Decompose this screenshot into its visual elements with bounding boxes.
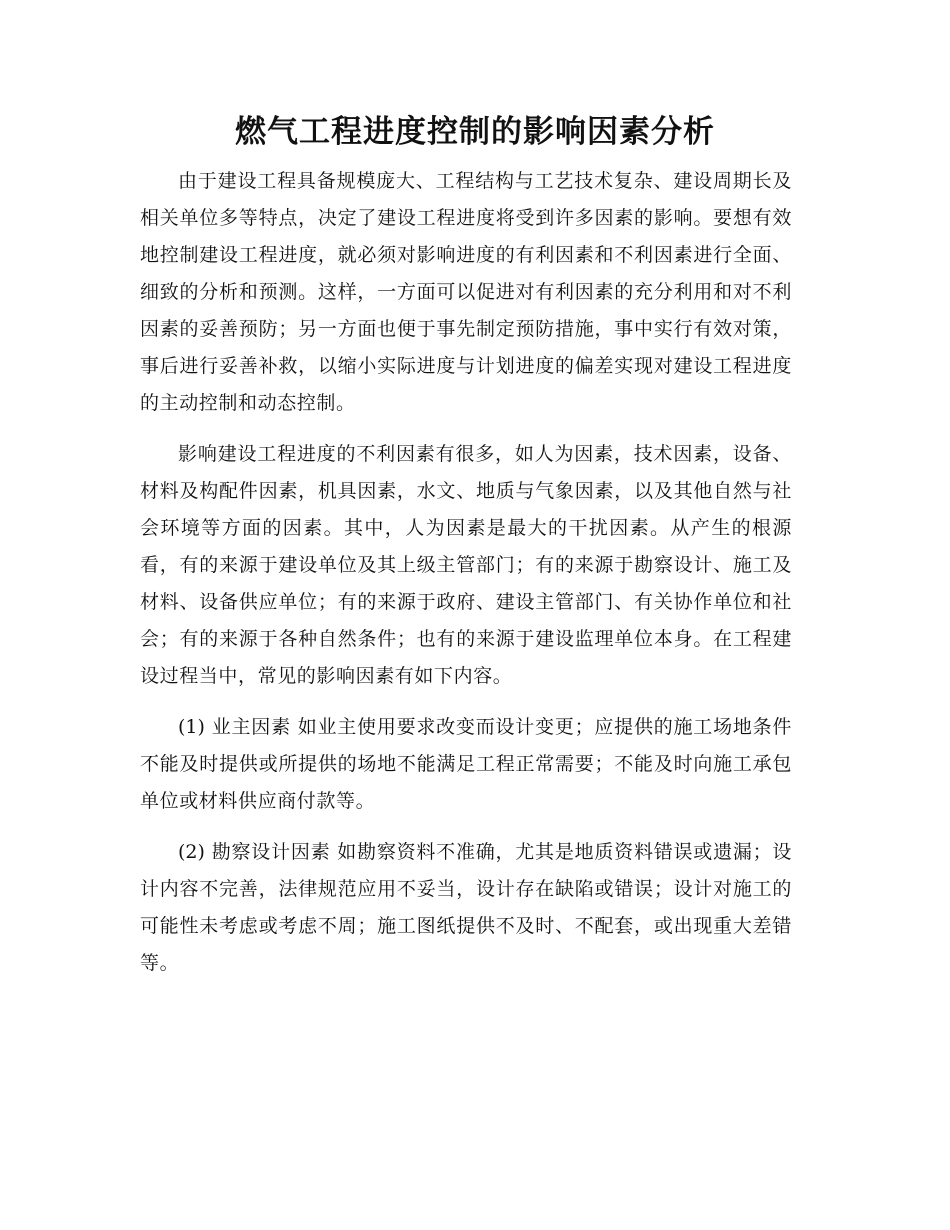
item-heading: 业主因素 (211, 716, 291, 738)
paragraph-intro: 由于建设工程具备规模庞大、工程结构与工艺技术复杂、建设周期长及相关单位多等特点，决定了建设工程进度将受到许多因素的影响。要想有效地控制建设工程进度，就必须对影响进度的有利因素和不利因素进行全面、细致的分析和预测。这样，一方面可以促进对有利因素的充分利用和对不利因素的妥善预防；另一方面也便于事先制定预防措施，事中实行有效对策，事后进行妥善补救，以缩小实际进度与计划进度的偏差实现对建设工程进度的主动控制和动态控制。 (140, 170, 792, 414)
item-text: 如业主使用要求改变而设计变更；应提供的施工场地条件不能及时提供或所提供的场地不能满足工程正常需要；不能及时向施工承包单位或材料供应商付款等。 (140, 716, 793, 812)
item-heading: 勘察设计因素 (211, 841, 331, 863)
document-body (140, 163, 792, 982)
item-number: (2) (178, 841, 205, 863)
paragraph-factors: 影响建设工程进度的不利因素有很多，如人为因素，技术因素，设备、材料及构配件因素，机具因素，水文、地质与气象因素，以及其他自然与社会环境等方面的因素。其中，人为因素是最大的干扰因素。从产生的根源看，有的来源于建设单位及其上级主管部门；有的来源于勘察设计、施工及材料、设备供应单位；有的来源于政府、建设主管部门、有关协作单位和社会；有的来源于各种自然条件；也有的来源于建设监理单位本身。在工程建设过程当中，常见的影响因素有如下内容。 (140, 443, 792, 687)
list-item-owner-factor (140, 709, 792, 820)
item-text: 如勘察资料不准确，尤其是地质资料错误或遗漏；设计内容不完善，法律规范应用不妥当，设计存在缺陷或错误；设计对施工的可能性未考虑或考虑不周；施工图纸提供不及时、不配套，或出现重大差错等。 (140, 841, 793, 974)
list-item-survey-design-factor (140, 834, 792, 982)
item-number: (1) (178, 716, 205, 738)
document-title: 燃气工程进度控制的影响因素分析 (235, 114, 715, 150)
